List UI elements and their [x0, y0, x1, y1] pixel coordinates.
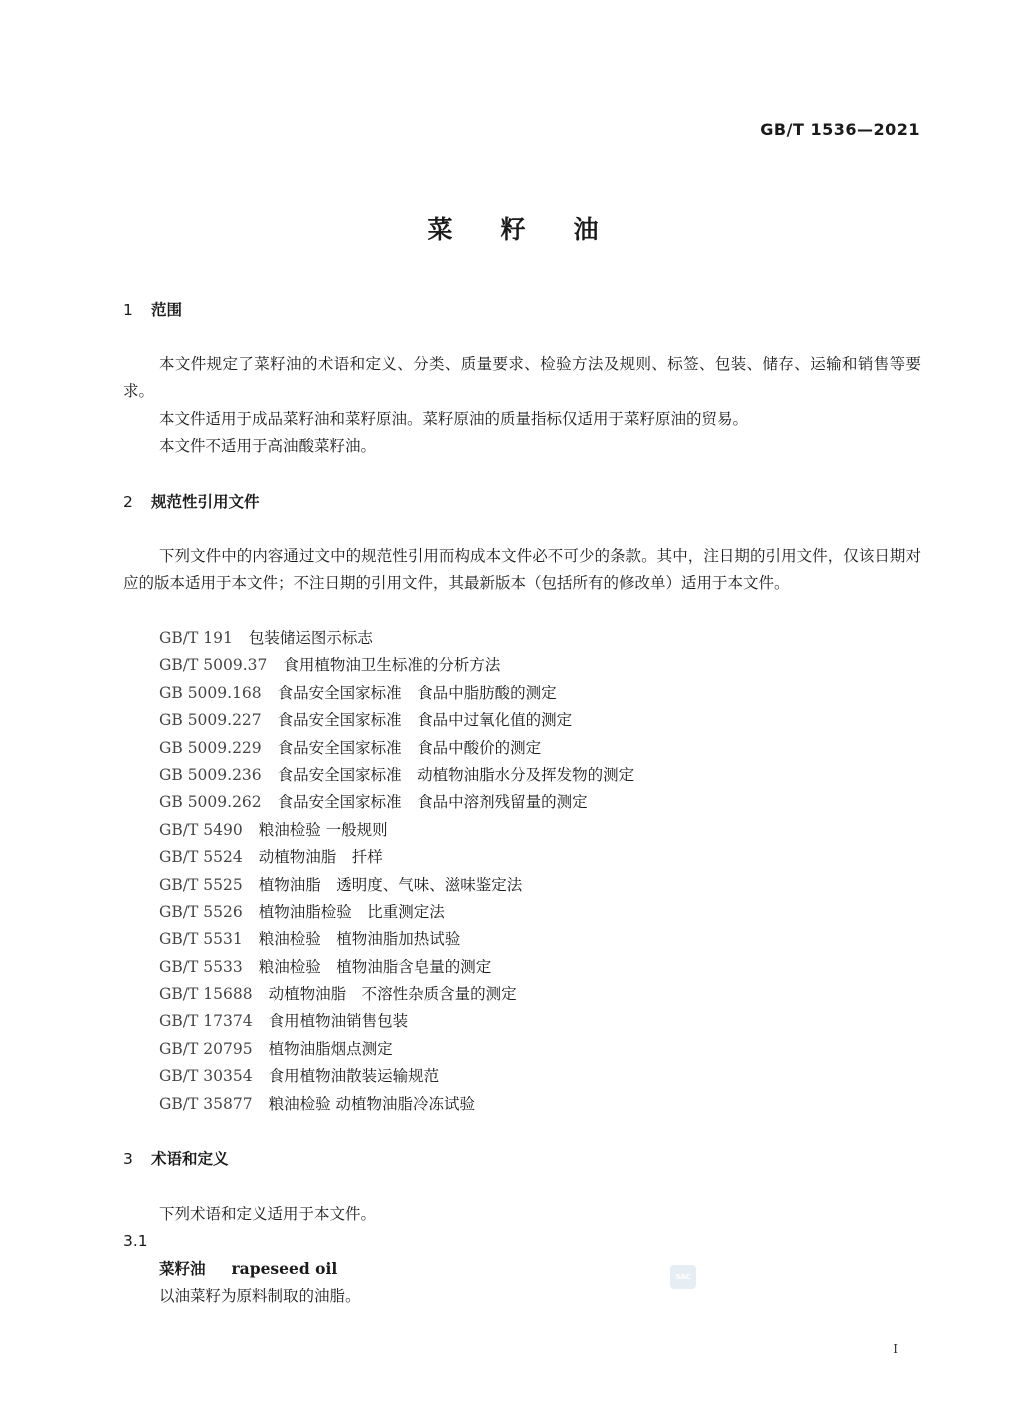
reference-item [159, 1036, 634, 1063]
terms-intro: 下列术语和定义适用于本文件。 [159, 1205, 377, 1223]
section-title: 范围 [151, 301, 183, 319]
section-title: 术语和定义 [151, 1150, 229, 1168]
reference-item [159, 981, 634, 1008]
references-intro: 下列文件中的内容通过文中的规范性引用而构成本文件必不可少的条款。其中，注日期的引用文件，仅该日期对应的版本适用于本文件；不注日期的引用文件，其最新版本（包括所有的修改单）适用于本文件。 [123, 547, 921, 592]
reference-title: 动植物油脂 扦样 [258, 848, 383, 867]
reference-code: GB/T 17374 [159, 1012, 253, 1031]
reference-code: GB/T 5009.37 [159, 656, 268, 675]
reference-item [159, 762, 634, 789]
reference-item [159, 789, 634, 816]
reference-title: 食品安全国家标准 食品中溶剂残留量的测定 [277, 793, 588, 812]
reference-title: 动植物油脂 不溶性杂质含量的测定 [268, 985, 517, 1004]
reference-title: 粮油检验 动植物油脂冷冻试验 [268, 1094, 476, 1113]
section-number: 2 [123, 493, 133, 511]
reference-title: 粮油检验 植物油脂加热试验 [258, 930, 461, 949]
sac-watermark-logo: SAC [670, 1265, 696, 1289]
section-title: 规范性引用文件 [151, 493, 260, 511]
page-number: I [893, 1342, 898, 1356]
reference-item [159, 735, 634, 762]
reference-item [159, 844, 634, 871]
reference-list [159, 625, 634, 1118]
reference-title: 食品安全国家标准 动植物油脂水分及挥发物的测定 [277, 765, 635, 784]
section-heading-scope [123, 299, 182, 321]
reference-code: GB 5009.227 [159, 711, 262, 730]
reference-code: GB 5009.236 [159, 765, 262, 784]
reference-item [159, 707, 634, 734]
standard-number: GB/T 1536—2021 [760, 120, 920, 139]
scope-paragraph: 本文件适用于成品菜籽油和菜籽原油。菜籽原油的质量指标仅适用于菜籽原油的贸易。 [159, 410, 749, 428]
scope-paragraph: 本文件不适用于高油酸菜籽油。 [159, 437, 377, 455]
section-number: 1 [123, 301, 133, 319]
reference-code: GB/T 191 [159, 629, 233, 647]
reference-code: GB 5009.262 [159, 793, 262, 812]
term-number: 3.1 [123, 1232, 148, 1250]
reference-item [159, 625, 634, 652]
reference-code: GB/T 30354 [159, 1067, 253, 1086]
section-heading-normative-references [123, 491, 260, 513]
reference-item [159, 817, 634, 844]
reference-title: 植物油脂 透明度、气味、滋味鉴定法 [258, 875, 523, 894]
reference-item [159, 680, 634, 707]
reference-item [159, 899, 634, 926]
reference-item [159, 926, 634, 953]
reference-code: GB/T 35877 [159, 1094, 253, 1113]
reference-title: 食用植物油销售包装 [268, 1012, 409, 1031]
term-chinese: 菜籽油 [159, 1260, 206, 1278]
section-heading-terms [123, 1148, 229, 1170]
reference-title: 植物油脂检验 比重测定法 [258, 902, 445, 921]
reference-code: GB/T 5526 [159, 902, 243, 921]
reference-title: 食品安全国家标准 食品中过氧化值的测定 [277, 711, 573, 730]
reference-item [159, 1008, 634, 1035]
document-title: 菜籽油 [427, 215, 647, 244]
reference-title: 食品安全国家标准 食品中脂肪酸的测定 [277, 683, 557, 702]
scope-paragraph: 本文件规定了菜籽油的术语和定义、分类、质量要求、检验方法及规则、标签、包装、储存、运输和销售等要求。 [123, 355, 921, 400]
reference-code: GB 5009.229 [159, 738, 262, 757]
reference-title: 粮油检验 植物油脂含皂量的测定 [258, 957, 492, 976]
reference-title: 粮油检验 一般规则 [258, 820, 388, 839]
reference-item [159, 872, 634, 899]
section-number: 3 [123, 1150, 133, 1168]
reference-item [159, 1063, 634, 1090]
reference-code: GB/T 15688 [159, 985, 253, 1004]
reference-item [159, 1091, 634, 1118]
reference-code: GB 5009.168 [159, 683, 262, 702]
reference-item [159, 954, 634, 981]
reference-title: 食用植物油卫生标准的分析方法 [283, 656, 501, 675]
reference-code: GB/T 5490 [159, 820, 243, 839]
reference-title: 食品安全国家标准 食品中酸价的测定 [277, 738, 542, 757]
reference-code: GB/T 5525 [159, 875, 243, 894]
term-entry [159, 1257, 337, 1281]
reference-title: 食用植物油散装运输规范 [268, 1067, 440, 1086]
reference-title: 包装储运图示标志 [248, 629, 373, 647]
reference-code: GB/T 5531 [159, 930, 243, 949]
term-definition: 以油菜籽为原料制取的油脂。 [159, 1287, 361, 1305]
reference-item [159, 652, 634, 679]
term-english: rapeseed oil [231, 1259, 338, 1278]
reference-code: GB/T 5524 [159, 848, 243, 867]
reference-code: GB/T 20795 [159, 1039, 253, 1058]
reference-code: GB/T 5533 [159, 957, 243, 976]
reference-title: 植物油脂烟点测定 [268, 1039, 393, 1058]
